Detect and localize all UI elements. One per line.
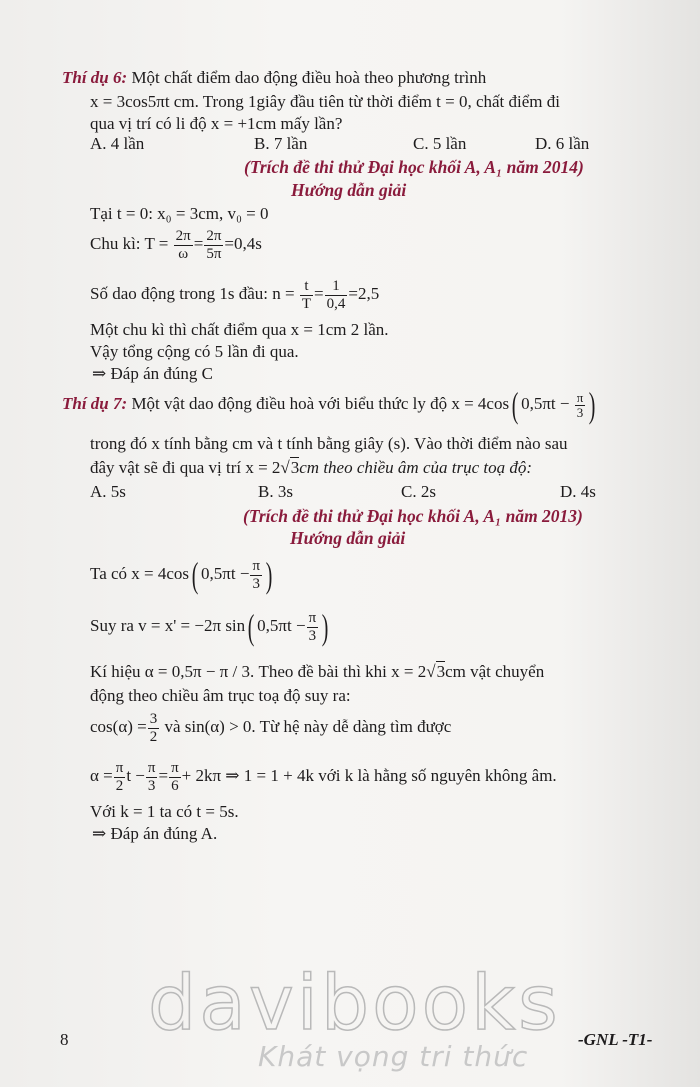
watermark-tagline: Khát vọng tri thức xyxy=(258,1040,529,1073)
example-7-step-7: Với k = 1 ta có t = 5s. xyxy=(90,802,239,821)
example-7-guide-heading: Hướng dẫn giải xyxy=(290,528,406,548)
example-7-option-b: B. 3s xyxy=(258,482,293,501)
fraction: $\frac{\pi}{3}$ xyxy=(147,759,156,794)
example-7-label: Thí dụ 7: xyxy=(62,394,128,413)
example-7-step-4: động theo chiều âm trục toạ độ suy ra: xyxy=(90,686,351,705)
example-6-step-2: Chu kì: T = $\frac{2\pi}{\omega}$ = $\frac{2\pi}{5\pi}$ =0,4s xyxy=(90,227,262,262)
page-number: 8 xyxy=(60,1030,69,1049)
example-6-step-5: Vậy tổng cộng có 5 lần đi qua. xyxy=(90,342,299,361)
example-7-answer: ⇒ Đáp án đúng A. xyxy=(92,824,218,843)
example-7-source: (Trích đề thi thử Đại học khối A, A₁ năm 2013) xyxy=(243,506,583,526)
footer-code: -GNL -T1- xyxy=(578,1030,653,1049)
example-7-step-6: α = $\frac{\pi}{2}$ t − $\frac{\pi}{3}$ = $\frac{\pi}{6}$ + 2kπ ⇒ 1 = 1 + 4k với k là hằng số nguyên không âm. xyxy=(90,759,557,794)
example-7-option-d: D. 4s xyxy=(560,482,596,501)
example-7-step-1: Ta có x = 4cos( 0,5πt − $\frac{\pi}{3}$ ) xyxy=(90,555,273,596)
example-6-answer: ⇒ Đáp án đúng C xyxy=(92,364,213,383)
fraction: $\frac{\pi}{2}$ xyxy=(115,759,124,794)
fraction: $\frac{\pi}{6}$ xyxy=(171,759,179,794)
example-7-line-1: Thí dụ 7: Một vật dao động điều hoà với biểu thức ly độ x = 4cos( 0,5πt − $\frac{\pi}{3}$ ) xyxy=(62,385,596,426)
example-7-step-5: cos(α) = $\frac{3}{2}$ và sin(α) > 0. Từ hệ này dễ dàng tìm được xyxy=(90,710,452,745)
example-7-line-2: trong đó x tính bằng cm và t tính bằng giây (s). Vào thời điểm nào sau xyxy=(90,434,568,453)
fraction: $\frac{3}{2}$ xyxy=(149,710,158,745)
fraction: $\frac{2\pi}{5\pi}$ xyxy=(206,227,222,262)
example-6-line-2: x = 3cos5πt cm. Trong 1giây đầu tiên từ thời điểm t = 0, chất điểm đi xyxy=(90,92,560,111)
fraction: $\frac{\pi}{3}$ xyxy=(576,389,584,420)
example-6-guide-heading: Hướng dẫn giải xyxy=(291,180,407,200)
example-7-line-3: đây vật sẽ đi qua vị trí x = 2√3cm theo chiều âm của trục toạ độ: xyxy=(90,458,533,477)
example-7-step-2: Suy ra v = x' = −2π sin( 0,5πt − $\frac{\pi}{3}$ ) xyxy=(90,607,329,648)
example-6-option-d: D. 6 lần xyxy=(535,134,590,153)
example-6-source: (Trích đề thi thử Đại học khối A, A₁ năm 2014) xyxy=(244,157,584,177)
example-6-option-a: A. 4 lần xyxy=(90,134,145,153)
example-6-option-c: C. 5 lần xyxy=(413,134,467,153)
example-6-line-1: Thí dụ 6: Một chất điểm dao động điều hoà theo phương trình xyxy=(62,68,487,87)
watermark-logo: davibooks xyxy=(148,958,561,1047)
example-6-step-4: Một chu kì thì chất điểm qua x = 1cm 2 lần. xyxy=(90,320,389,339)
fraction: $\frac{1}{0,4}$ xyxy=(326,277,346,312)
example-6-line-3: qua vị trí có li độ x = +1cm mấy lần? xyxy=(90,114,343,133)
example-6-option-b: B. 7 lần xyxy=(254,134,308,153)
example-7-option-c: C. 2s xyxy=(401,482,436,501)
fraction: $\frac{\pi}{3}$ xyxy=(308,609,317,644)
example-6-step-1: Tại t = 0: x₀ = 3cm, v₀ = 0 xyxy=(90,204,269,223)
example-7-step-3: Kí hiệu α = 0,5π − π / 3. Theo đề bài thì khi x = 2√3cm vật chuyển xyxy=(90,662,545,681)
example-7-option-a: A. 5s xyxy=(90,482,126,501)
fraction: $\frac{2\pi}{\omega}$ xyxy=(175,227,191,262)
example-6-label: Thí dụ 6: xyxy=(62,68,128,87)
example-6-step-3: Số dao động trong 1s đầu: n = $\frac{t}{T}$ = $\frac{1}{0,4}$ =2,5 xyxy=(90,277,380,312)
fraction: $\frac{\pi}{3}$ xyxy=(252,557,261,592)
fraction: $\frac{t}{T}$ xyxy=(301,277,312,312)
